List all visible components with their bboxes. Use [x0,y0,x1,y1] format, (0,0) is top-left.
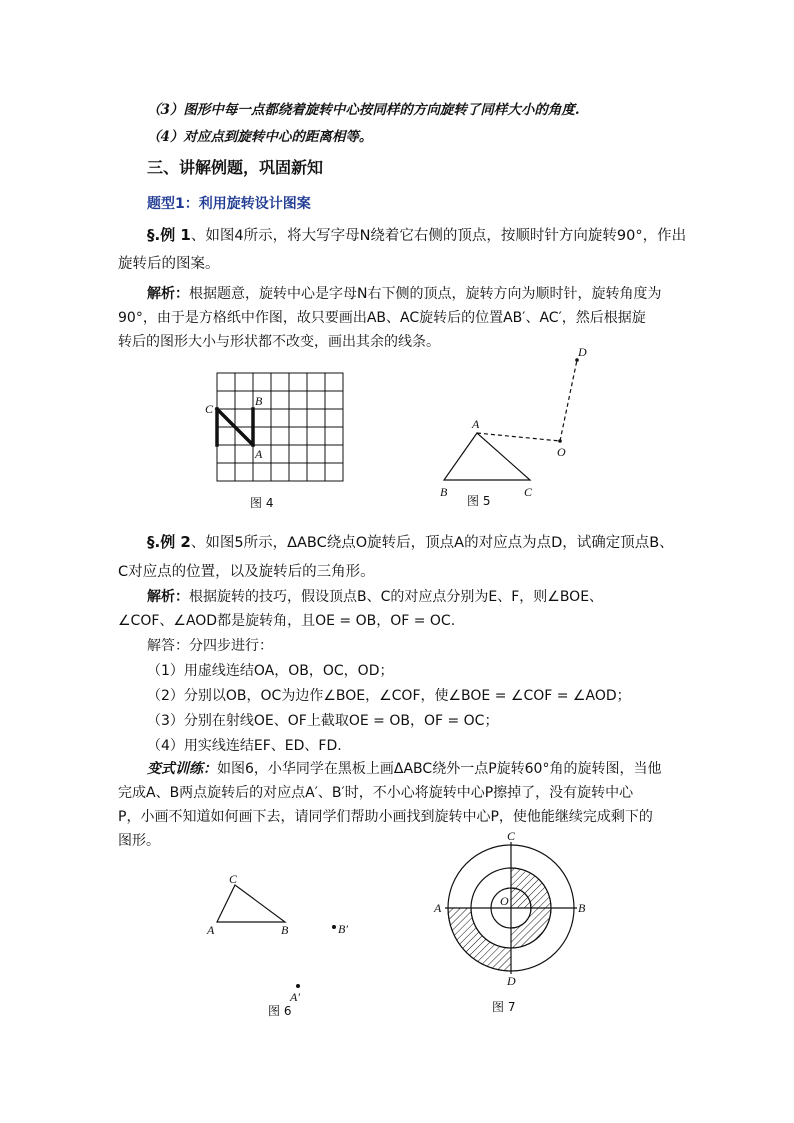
point-b-prime [332,925,336,929]
section-heading: 三、讲解例题，巩固新知 [147,158,324,177]
variant-line1 [147,759,661,779]
label-c: C [205,402,214,416]
property-4: （4）对应点到旋转中心的距离相等。 [147,129,373,145]
example-1-label: §.例 1 [147,226,191,244]
example-2-line1 [147,532,674,553]
point-a-prime [296,984,300,988]
triangle-abc [444,433,530,480]
question-type-heading: 题型1：利用旋转设计图案 [147,196,311,212]
dashed-od [560,360,577,441]
example-1-line2: 旋转后的图案。 [118,256,220,272]
figure-7-caption: 图 7 [492,1000,516,1014]
analysis-1-line2: 90°，由于是方格纸中作图，故只要画出AB、AC旋转后的位置AB′、AC′，然后根据旋 [118,310,646,326]
property-3: （3）图形中每一点都绕着旋转中心按同样的方向旋转了同样大小的角度. [147,102,580,118]
label-a: A [207,923,215,937]
analysis-1-line1 [147,284,661,304]
analysis-1-text: 根据题意，旋转中心是字母N右下侧的顶点，旋转方向为顺时针，旋转角度为 [189,286,662,302]
step-1: （1）用虚线连结OA，OB，OC，OD； [147,663,394,679]
triangle-abc [217,885,285,922]
example-1-text: 、如图4所示，将大写字母N绕着它右侧的顶点，按顺时针方向旋转90°，作出 [190,228,687,244]
figure-4-caption: 图 4 [250,496,274,510]
dashed-ao [477,433,560,441]
figure-6 [195,870,375,1025]
answer-intro: 解答：分四步进行： [147,638,273,654]
step-4: （4）用实线连结EF、ED、FD. [147,738,342,754]
example-2-text: 、如图5所示，ΔABC绕点O旋转后，顶点A的对应点为点D，试确定顶点B、 [190,535,674,551]
label-b: B [255,394,263,408]
label-c: C [507,829,516,843]
analysis-2-line2: ∠COF、∠AOD都是旋转角，且OE = OB，OF = OC. [118,613,456,629]
point-o [558,439,562,443]
variant-line3: P，小画不知道如何画下去，请同学们帮助小画找到旋转中心P，使他能继续完成剩下的 [118,809,653,825]
label-d: D [507,974,516,988]
step-3: （3）分别在射线OE、OF上截取OE = OB，OF = OC； [147,713,499,729]
label-a-prime: A′ [290,990,300,1004]
example-2-label: §.例 2 [147,533,191,551]
label-a: A [255,447,263,461]
figure-5-caption: 图 5 [467,494,491,508]
step-2: （2）分别以OB，OC为边作∠BOE，∠COF，使∠BOE = ∠COF = ∠AOD； [147,688,631,704]
label-d: D [578,345,587,359]
label-b: B [440,485,448,499]
analysis-2-line1 [147,587,603,607]
label-o: O [500,894,509,908]
label-a: A [472,417,480,431]
figure-4 [195,365,355,515]
label-b-prime: B′ [338,922,348,936]
analysis-label: 解析： [147,286,189,302]
analysis-2-text: 根据旋转的技巧，假设顶点B、C的对应点分别为E、F，则∠BOE、 [189,589,604,605]
label-a: A [434,901,442,915]
variant-line4: 图形。 [118,833,160,849]
label-o: O [557,445,566,459]
analysis-label-2: 解析： [147,589,189,605]
label-c: C [229,872,238,886]
figure-6-caption: 图 6 [268,1004,292,1018]
example-1-line1 [147,225,686,246]
figure-7 [430,825,600,1025]
label-b: B [578,901,586,915]
example-2-line2: C对应点的位置，以及旋转后的三角形。 [118,564,375,580]
label-c: C [524,485,533,499]
figure-5 [430,340,600,510]
variant-line2: 完成A、B两点旋转后的对应点A′、B′时，不小心将旋转中心P擦掉了，没有旋转中心 [118,785,634,801]
variant-text: 如图6，小华同学在黑板上画ΔABC绕外一点P旋转60°角的旋转图，当他 [217,761,662,777]
analysis-1-line3: 转后的图形大小与形状都不改变，画出其余的线条。 [118,334,440,350]
hatched-outer-ring [448,908,511,971]
variant-label: 变式训练： [147,761,217,777]
label-b: B [281,923,289,937]
